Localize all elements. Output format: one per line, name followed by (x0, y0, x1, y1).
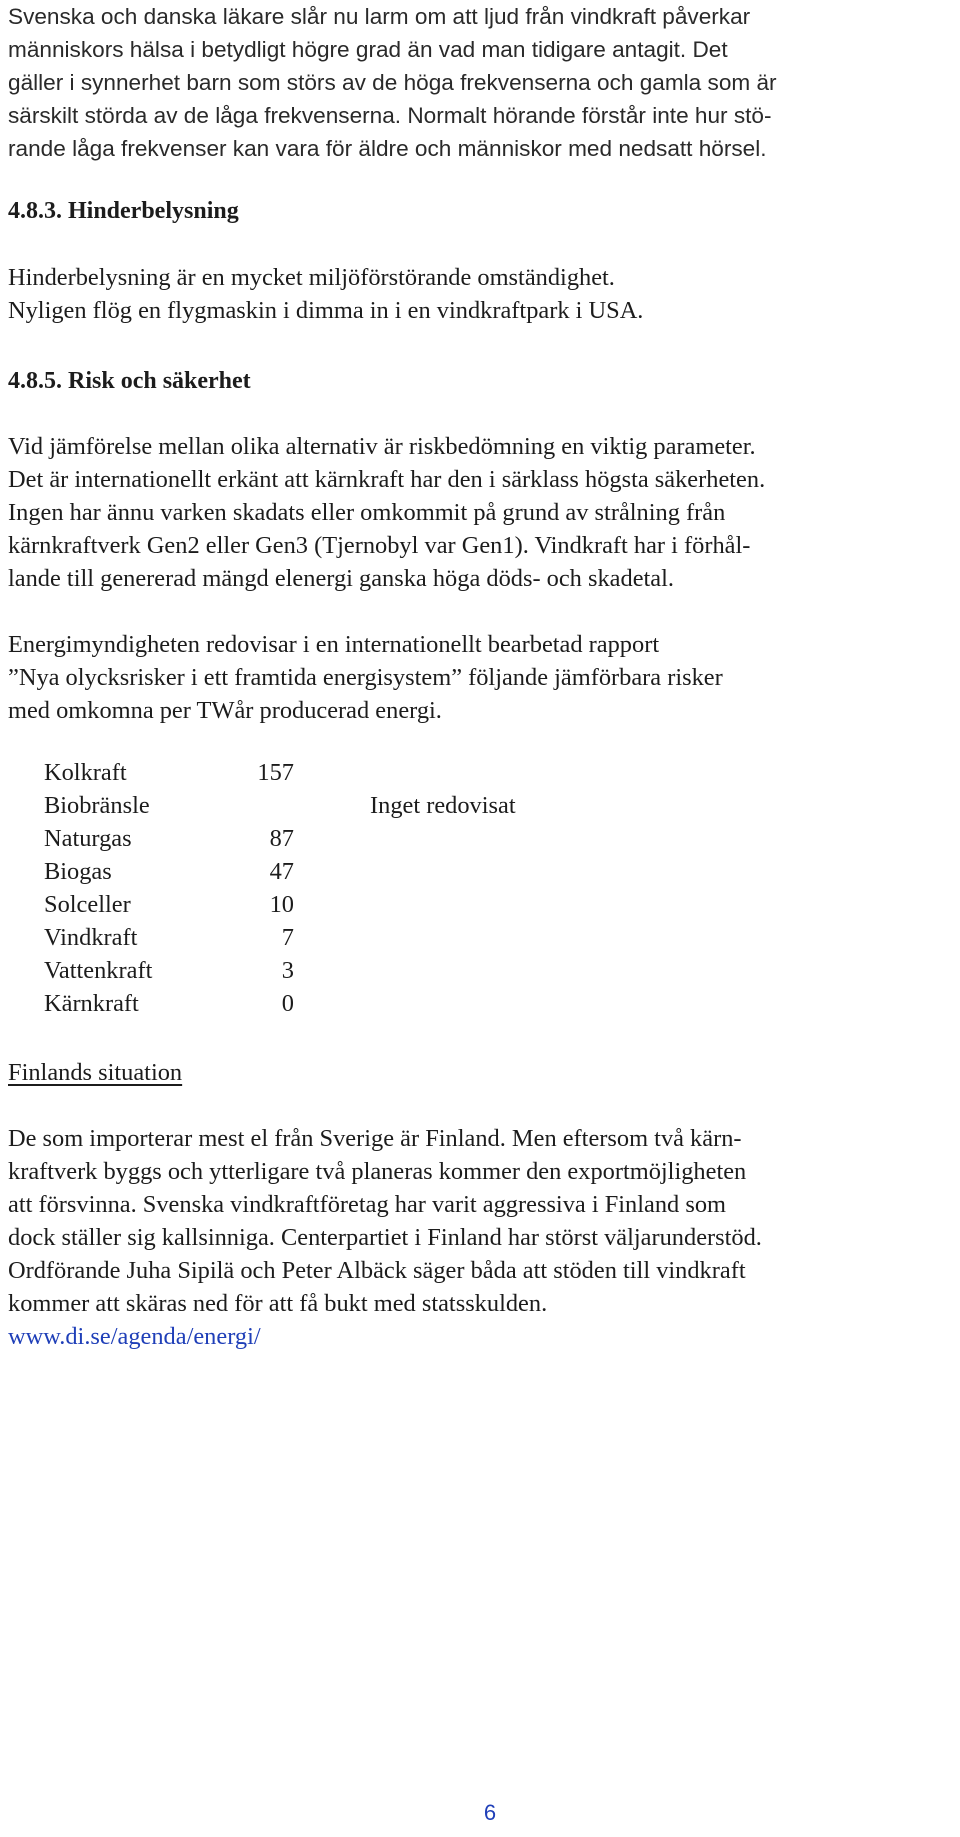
paragraph-line: Vid jämförelse mellan olika alternativ är riskbedömning en viktig parameter. (8, 433, 756, 460)
intro-line: särskilt störda av de låga frekvenserna. Normalt hörande förstår inte hur stö- (8, 103, 772, 128)
paragraph-line: kärnkraftverk Gen2 eller Gen3 (Tjernobyl var Gen1). Vindkraft har i förhål- (8, 532, 751, 559)
paragraph-line: lande till genererad mängd elenergi ganska höga döds- och skadetal. (8, 565, 674, 592)
row-note: Inget redovisat (370, 792, 516, 819)
table-row (44, 954, 644, 987)
energy-source: Solceller (44, 891, 131, 918)
finland-paragraph (8, 1122, 948, 1353)
energy-source: Vattenkraft (44, 957, 153, 984)
table-row (44, 987, 644, 1020)
table-row (44, 855, 644, 888)
intro-line: rande låga frekvenser kan vara för äldre och människor med nedsatt hörsel. (8, 136, 767, 161)
source-link[interactable]: www.di.se/agenda/energi/ (8, 1323, 261, 1350)
intro-line: människors hälsa i betydligt högre grad än vad man tidigare antagit. Det (8, 37, 728, 62)
energy-source: Vindkraft (44, 924, 138, 951)
intro-line: Svenska och danska läkare slår nu larm om att ljud från vindkraft påverkar (8, 4, 751, 29)
energy-source: Naturgas (44, 825, 132, 852)
risk-table (44, 756, 644, 1020)
fatality-value: 157 (257, 759, 294, 786)
hinderbelysning-paragraph (8, 261, 948, 327)
paragraph-line: ”Nya olycksrisker i ett framtida energisystem” följande jämförbara risker (8, 664, 723, 691)
paragraph-line: att försvinna. Svenska vindkraftföretag har varit aggressiva i Finland som (8, 1191, 726, 1218)
fatality-value: 7 (281, 924, 294, 951)
fatality-value: 10 (269, 891, 294, 918)
paragraph-line: Ordförande Juha Sipilä och Peter Albäck säger båda att stöden till vindkraft (8, 1257, 746, 1284)
risk-paragraph-2 (8, 628, 948, 727)
energy-source: Kärnkraft (44, 990, 139, 1017)
intro-paragraph (8, 0, 948, 165)
page-number: 6 (483, 1800, 497, 1825)
paragraph-line: De som importerar mest el från Sverige är Finland. Men eftersom två kärn- (8, 1125, 742, 1152)
fatality-value: 3 (281, 957, 294, 984)
table-row (44, 822, 644, 855)
risk-paragraph-1 (8, 430, 948, 595)
table-row (44, 756, 644, 789)
table-row (44, 789, 644, 822)
fatality-value: 47 (269, 858, 294, 885)
fatality-value: 87 (269, 825, 294, 852)
paragraph-line: kommer att skäras ned för att få bukt med statsskulden. (8, 1290, 548, 1317)
table-row (44, 888, 644, 921)
table-row (44, 921, 644, 954)
energy-source: Biobränsle (44, 792, 150, 819)
energy-source: Biogas (44, 858, 112, 885)
paragraph-line: dock ställer sig kallsinniga. Centerpartiet i Finland har störst väljarunderstöd. (8, 1224, 762, 1251)
section-heading-risk: 4.8.5. Risk och säkerhet (8, 368, 251, 394)
paragraph-line: kraftverk byggs och ytterligare två planeras kommer den exportmöjligheten (8, 1158, 747, 1185)
fatality-value: 0 (281, 990, 294, 1017)
paragraph-line: Det är internationellt erkänt att kärnkraft har den i särklass högsta säkerheten. (8, 466, 766, 493)
finland-heading: Finlands situation (8, 1059, 183, 1086)
section-heading-hinderbelysning: 4.8.3. Hinderbelysning (8, 198, 239, 224)
intro-line: gäller i synnerhet barn som störs av de höga frekvenserna och gamla som är (8, 70, 777, 95)
paragraph-line: Energimyndigheten redovisar i en internationellt bearbetad rapport (8, 631, 660, 658)
paragraph-line: med omkomna per TWår producerad energi. (8, 697, 442, 724)
paragraph-line: Nyligen flög en flygmaskin i dimma in i en vindkraftpark i USA. (8, 297, 644, 324)
energy-source: Kolkraft (44, 759, 127, 786)
paragraph-line: Ingen har ännu varken skadats eller omkommit på grund av strålning från (8, 499, 726, 526)
paragraph-line: Hinderbelysning är en mycket miljöförstörande omständighet. (8, 264, 615, 291)
